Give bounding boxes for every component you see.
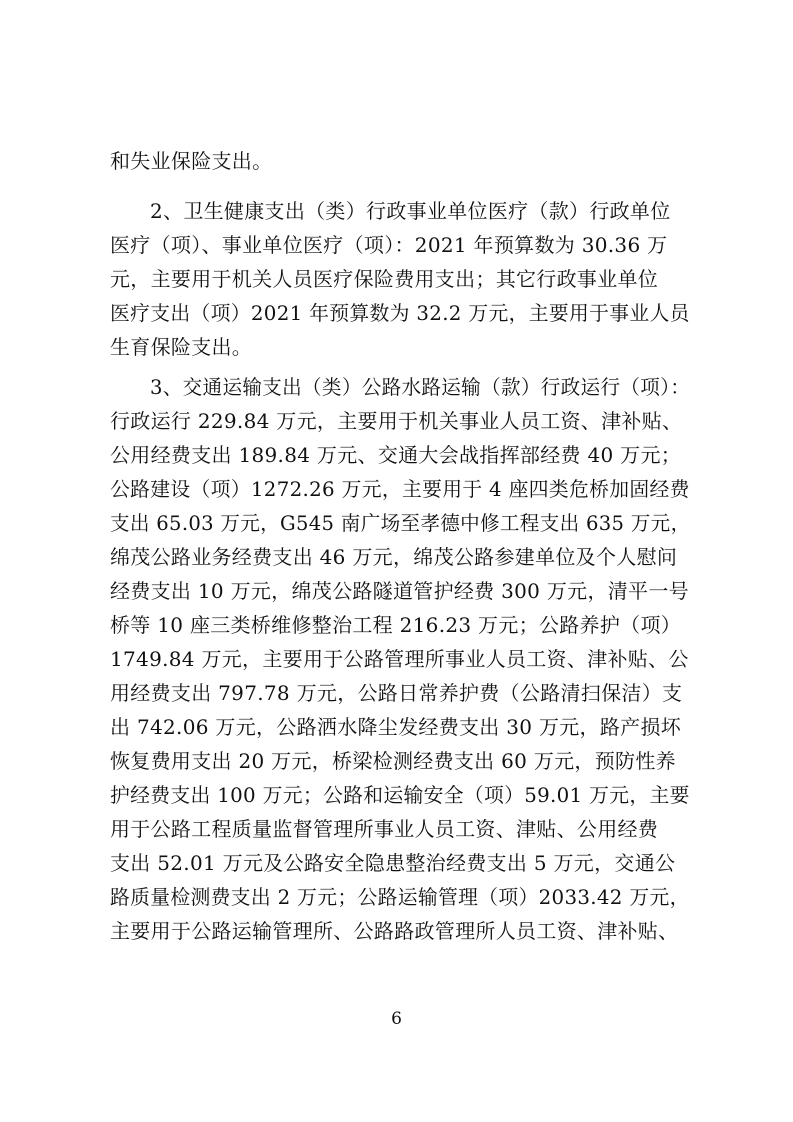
text-line: 1749.84 万元，主要用于公路管理所事业人员工资、津补贴、公	[110, 647, 689, 671]
text-line: 护经费支出 100 万元；公路和运输安全（项）59.01 万元，主要	[110, 783, 690, 807]
text-line: 主要用于公路运输管理所、公路路政管理所人员工资、津补贴、	[110, 919, 679, 943]
text-line: 恢复费用支出 20 万元，桥梁检测经费支出 60 万元，预防性养	[110, 749, 676, 773]
text-line: 医疗支出（项）2021 年预算数为 32.2 万元，主要用于事业人员	[110, 301, 690, 325]
text-line: 公路建设（项）1272.26 万元，主要用于 4 座四类危桥加固经费	[110, 477, 690, 501]
text-line: 行政运行 229.84 万元，主要用于机关事业人员工资、津补贴、	[110, 409, 683, 433]
text-line: 用经费支出 797.78 万元，公路日常养护费（公路清扫保洁）支	[110, 681, 683, 705]
page-number: 6	[391, 1009, 402, 1029]
text-line: 出 742.06 万元，公路洒水降尘发经费支出 30 万元，路产损坏	[110, 715, 682, 739]
text-line: 3、交通运输支出（类）公路水路运输（款）行政运行（项）：	[150, 375, 691, 399]
text-line: 支出 52.01 万元及公路安全隐患整治经费支出 5 万元，交通公	[110, 851, 676, 875]
text-line: 用于公路工程质量监督管理所事业人员工资、津贴、公用经费	[110, 817, 659, 841]
text-line: 2、卫生健康支出（类）行政事业单位医疗（款）行政单位	[150, 199, 671, 223]
text-line: 元，主要用于机关人员医疗保险费用支出；其它行政事业单位	[110, 267, 659, 291]
text-line: 和失业保险支出。	[110, 149, 273, 173]
text-line: 经费支出 10 万元，绵茂公路隧道管护经费 300 万元，清平一号	[110, 579, 689, 603]
text-line: 生育保险支出。	[110, 335, 253, 359]
text-line: 支出 65.03 万元，G545 南广场至孝德中修工程支出 635 万元，	[110, 511, 691, 535]
text-line: 医疗（项）、事业单位医疗（项）：2021 年预算数为 30.36 万	[110, 233, 668, 257]
text-line: 桥等 10 座三类桥维修整治工程 216.23 万元；公路养护（项）	[110, 613, 682, 637]
text-line: 绵茂公路业务经费支出 46 万元，绵茂公路参建单位及个人慰问	[110, 545, 678, 569]
text-line: 公用经费支出 189.84 万元、交通大会战指挥部经费 40 万元；	[110, 443, 682, 467]
text-line: 路质量检测费支出 2 万元；公路运输管理（项）2033.42 万元，	[110, 885, 690, 909]
